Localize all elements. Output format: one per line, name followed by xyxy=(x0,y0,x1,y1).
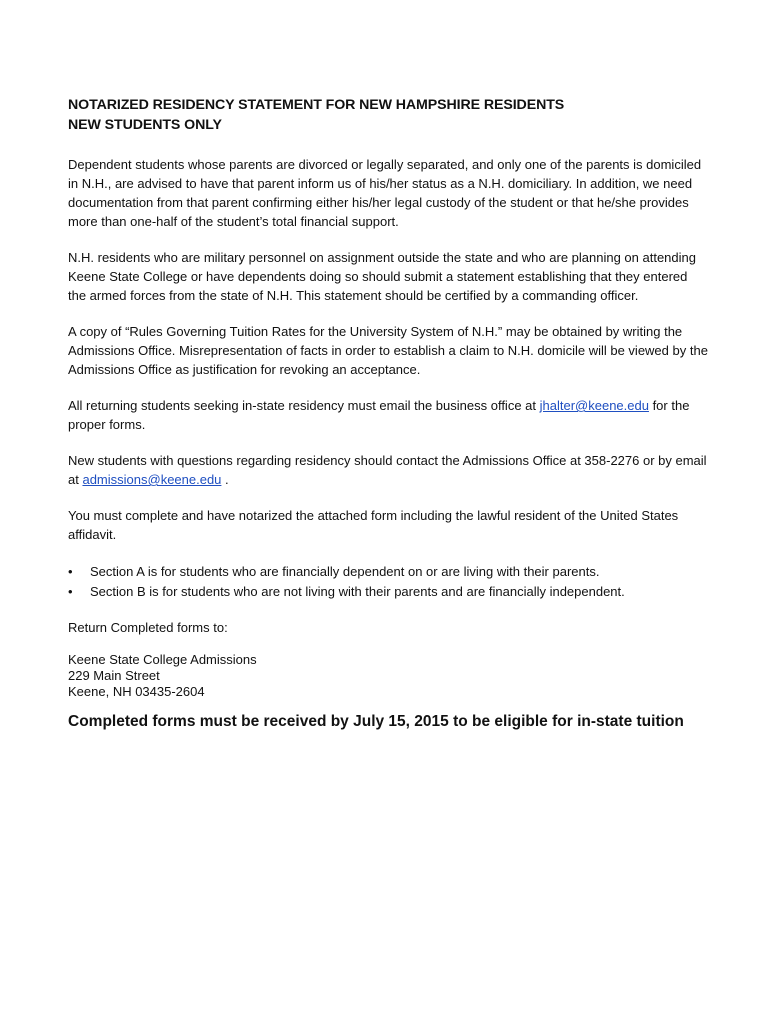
paragraph-complete-form: You must complete and have notarized the attached form including the lawful resident of the United States affidavit. xyxy=(68,508,679,542)
document-page xyxy=(68,95,708,732)
document-title xyxy=(68,95,708,135)
deadline-notice: Completed forms must be received by July 15, 2015 to be eligible for in-state tuition xyxy=(68,713,684,730)
list-item-section-b xyxy=(68,582,708,602)
business-office-email-link[interactable]: jhalter@keene.edu xyxy=(539,398,649,413)
title-line-2: NEW STUDENTS ONLY xyxy=(68,117,222,133)
paragraph-military: N.H. residents who are military personnel on assignment outside the state and who are planning on attending Keene State College or have dependents doing so should submit a statement establishing that they entered the armed forces from the state of N.H. This statement should be certified by a commanding officer. xyxy=(68,250,696,303)
new-students-text-after: . xyxy=(221,472,229,487)
returning-text-before: All returning students seeking in-state residency must email the business office at xyxy=(68,398,540,413)
address-line-2: 229 Main Street xyxy=(68,668,160,683)
new-students-text-before: New students with questions regarding residency should contact the Admissions Office at 358-2276 or by email at xyxy=(68,453,707,487)
title-line-1: NOTARIZED RESIDENCY STATEMENT FOR NEW HAMPSHIRE RESIDENTS xyxy=(68,97,565,113)
paragraph-rules: A copy of “Rules Governing Tuition Rates for the University System of N.H.” may be obtained by writing the Admissions Office. Misrepresentation of facts in order to establish a claim to N.H. domicile will be viewed by the Admissions Office as justification for revoking an acceptance. xyxy=(68,324,708,377)
paragraph-dependent-students: Dependent students whose parents are divorced or legally separated, and only one of the parents is domiciled in N.H., are advised to have that parent inform us of his/her status as a N.H. domiciliary. In addition, we need documentation from that parent confirming either his/her legal custody of the student or that he/she provides more than one-half of the student’s total financial support. xyxy=(68,157,702,229)
address-line-1: Keene State College Admissions xyxy=(68,652,257,667)
section-a-text: Section A is for students who are financially dependent on or are living with their parents. xyxy=(90,564,600,579)
bullet-icon: • xyxy=(68,564,73,579)
returning-text-after: for the proper forms. xyxy=(68,398,690,432)
mailing-address xyxy=(68,652,708,700)
paragraph-returning-students xyxy=(68,396,708,434)
section-b-text: Section B is for students who are not living with their parents and are financially independent. xyxy=(90,584,625,599)
paragraph-new-students xyxy=(68,451,708,489)
section-list xyxy=(68,562,708,602)
admissions-email-link[interactable]: admissions@keene.edu xyxy=(82,472,222,487)
address-line-3: Keene, NH 03435-2604 xyxy=(68,684,205,699)
return-label: Return Completed forms to: xyxy=(68,620,228,635)
list-item-section-a xyxy=(68,562,708,582)
bullet-icon: • xyxy=(68,584,73,599)
